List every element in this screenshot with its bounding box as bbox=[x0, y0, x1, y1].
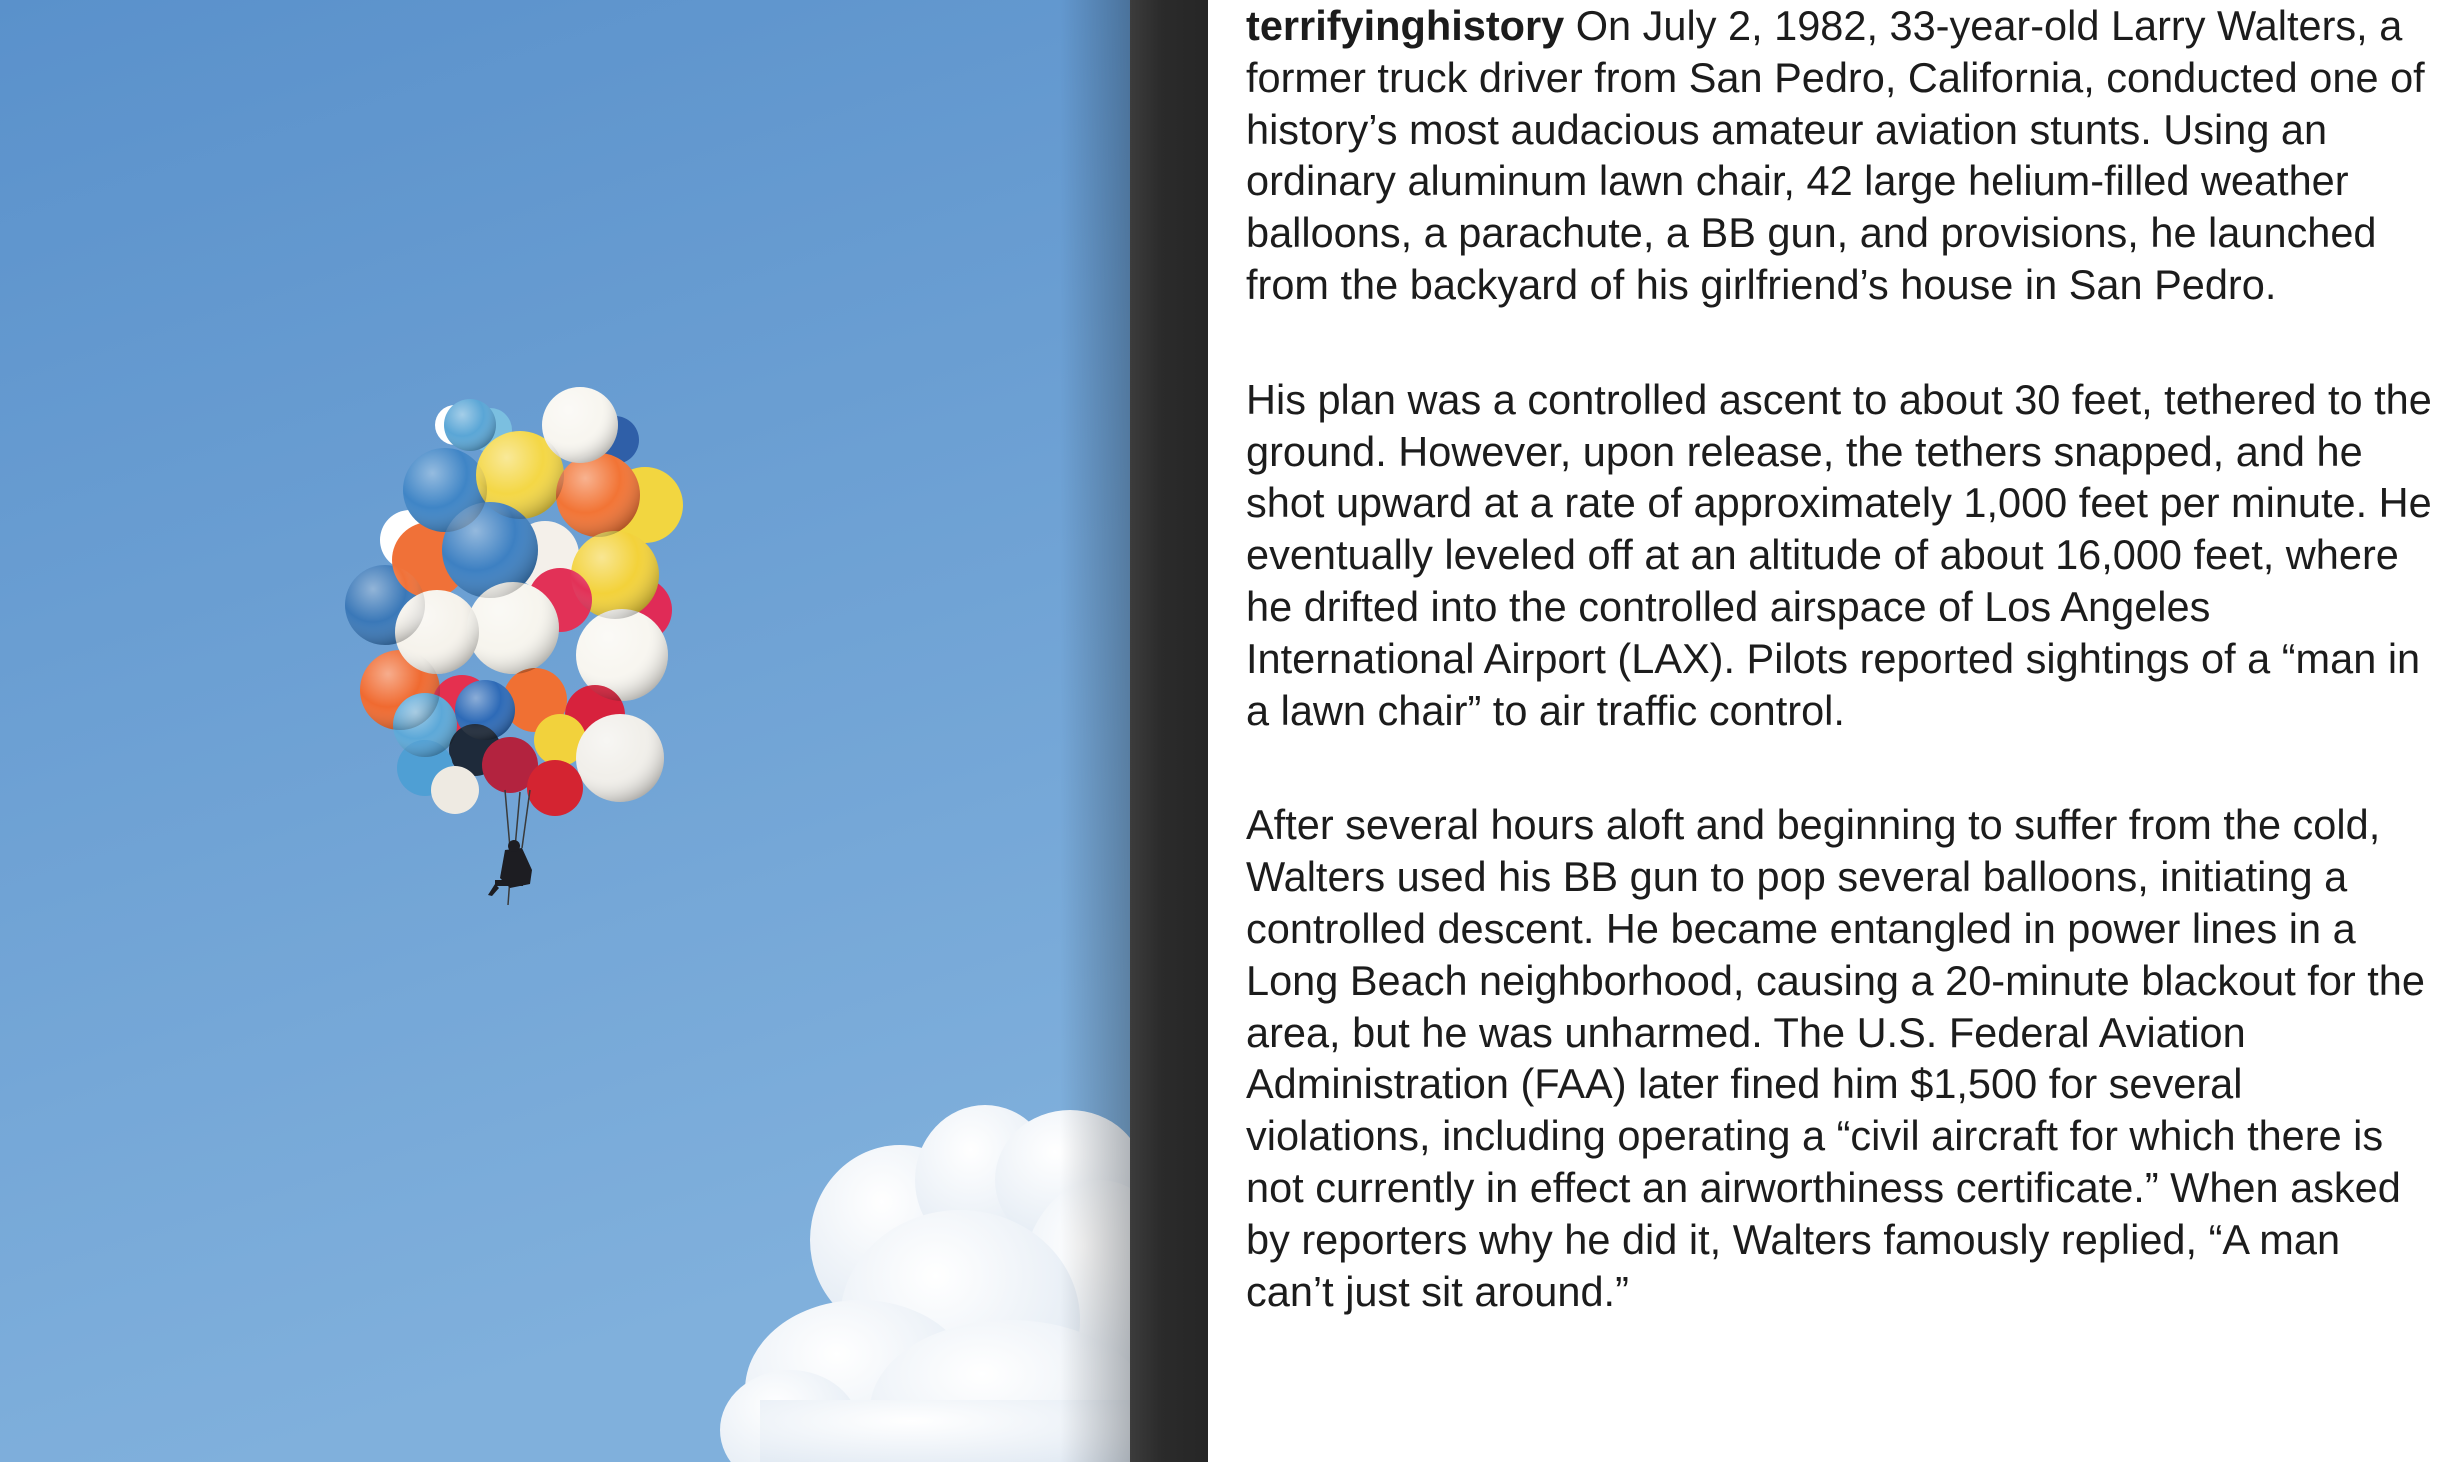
caption-paragraph: His plan was a controlled ascent to about 30 feet, tethered to the ground. However, upon release, the tethers snapped, and he shot upward at a rate of approximately 1,000 feet per minute. He eventually leveled off at an altitude of about 16,000 feet, where he drifted into the controlled airspace of Los Angeles International Airport (LAX). Pilots reported sightings of a “man in a lawn chair” to air traffic control. bbox=[1246, 375, 2432, 734]
username-link[interactable]: terrifyinghistory bbox=[1246, 2, 1565, 49]
caption-paragraph: After several hours aloft and beginning to suffer from the cold, Walters used his BB gun to pop several balloons, initiating a controlled descent. He became entangled in power lines in a Long Beach neighborhood, causing a 20-minute blackout for the area, but he was unharmed. The U.S. Federal Aviation Administration (FAA) later fined him $1,500 for several violations, including operating a “civil aircraft for which there is not currently in effect an airworthiness certificate.” When asked by reporters why he did it, Walters famously replied, “A man can’t just sit around.” bbox=[1246, 801, 2425, 1315]
panel-divider bbox=[1130, 0, 1208, 1462]
caption-text: On July 2, 1982, 33-year-old Larry Walters, a former truck driver from San Pedro, California, conducted one of history’s most audacious amateur aviation stunts. Using an ordinary aluminum lawn chair, 42 large helium-filled weather balloons, a parachute, a BB gun, and provisions, he launched from the backyard of his girlfriend’s house in San Pedro. bbox=[1246, 2, 2425, 308]
post-photo[interactable] bbox=[0, 0, 1130, 1462]
caption-paragraph bbox=[1246, 0, 2436, 311]
post-caption bbox=[1246, 0, 2436, 1462]
